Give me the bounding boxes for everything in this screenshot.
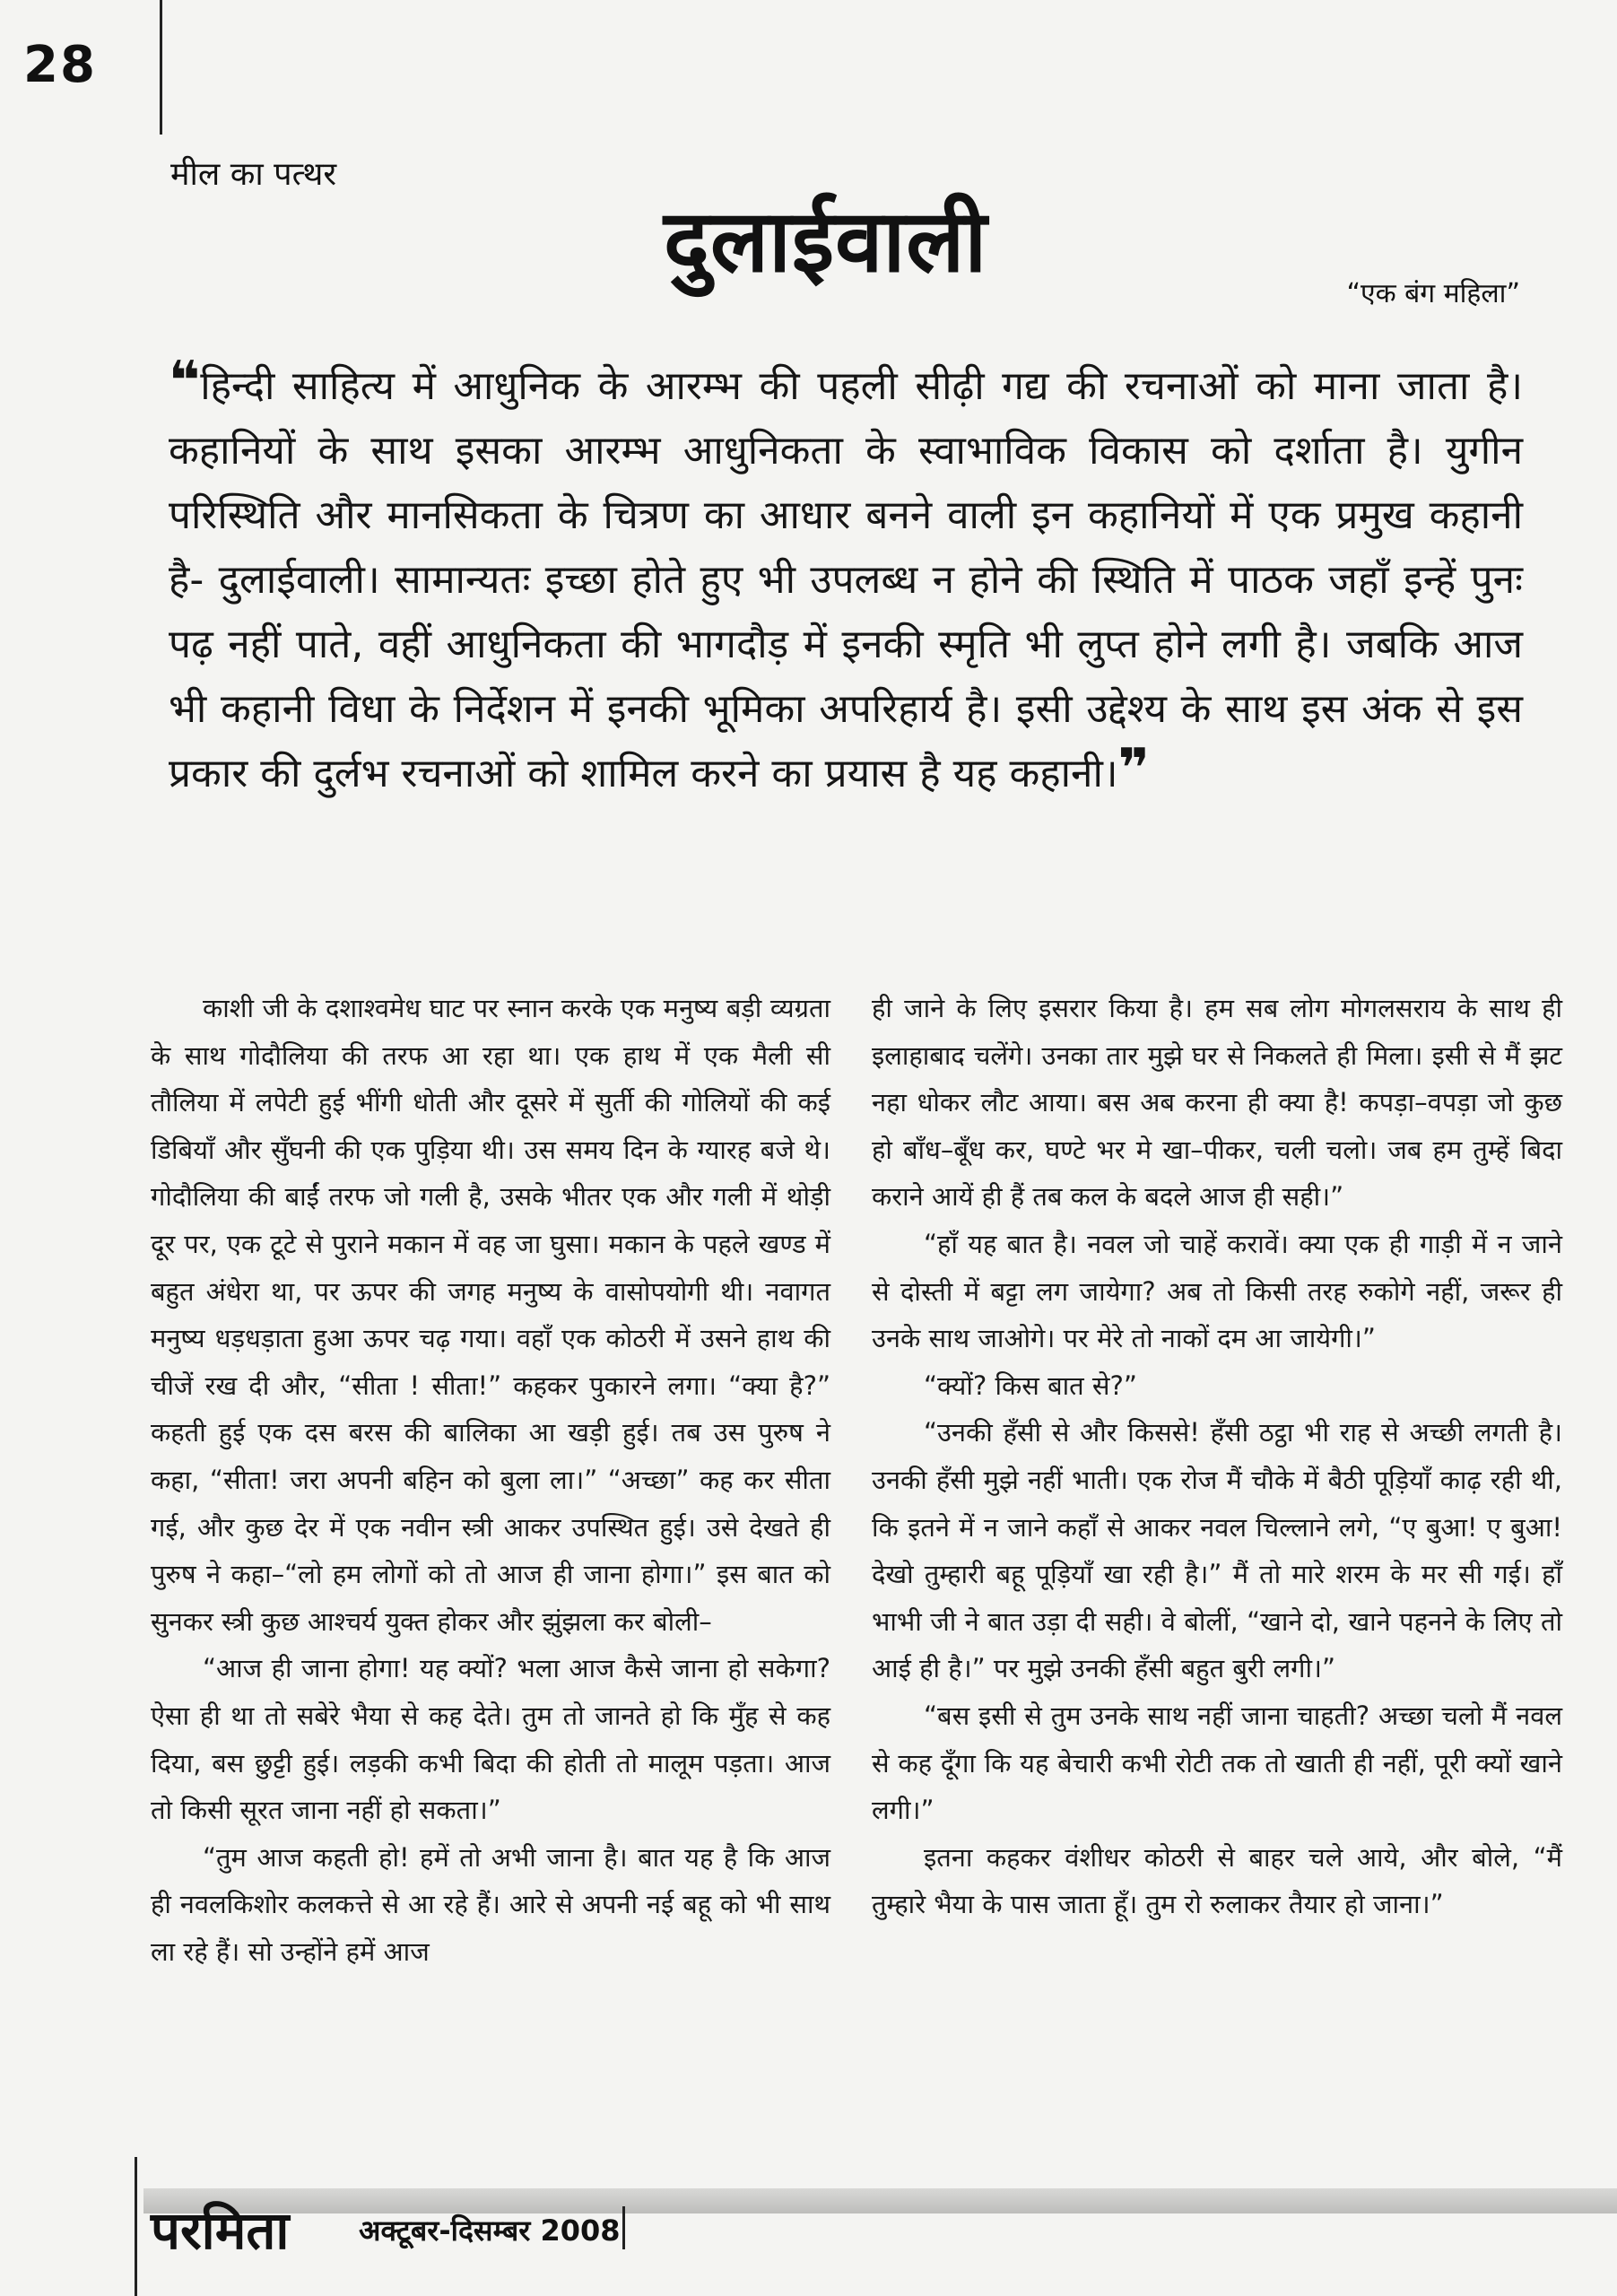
author-byline: “एक बंग महिला” [1346,278,1520,309]
article-title: दुलाईवाली [664,191,988,291]
paragraph: ही जाने के लिए इसरार किया है। हम सब लोग मोगलसराय के साथ ही इलाहाबाद चलेंगे। उनका तार मुझे घर से निकलते ही मिला। इसी से मैं झट नहा धोकर लौट आया। बस अब करना ही क्या है! कपड़ा–वपड़ा जो कुछ हो बाँध–बूँध कर, घण्टे भर मे खा–पीकर, चली चलो। जब हम तुम्हें बिदा कराने आयें ही हैं तब कल के बदले आज ही सही।” [872,993,1562,1213]
paragraph: “उनकी हँसी से और किससे! हँसी ठट्ठा भी राह से अच्छी लगती है। उनकी हँसी मुझे नहीं भाती। एक रोज मैं चौके में बैठी पूड़ियाँ काढ़ रही थी, कि इतने में न जाने कहाँ से आकर नवल चिल्लाने लगे, “ए बुआ! ए बुआ! देखो तुम्हारी बहू पूड़ियाँ खा रही है।” मैं तो मारे शरम के मर सी गई। हाँ भाभी जी ने बात उड़ा दी सही। वे बोलीं, “खाने दो, खाने पहनने के लिए तो आई ही है।” पर मुझे उनकी हँसी बहुत बुरी लगी।” [872,1417,1562,1684]
open-quote-icon: ❝ [169,350,201,413]
paragraph: “हाँ यह बात है। नवल जो चाहें करावें। क्या एक ही गाड़ी में न जाने से दोस्ती में बट्टा लग जायेगा? अब तो किसी तरह रुकोगे नहीं, जरूर ही उनके साथ जाओगे। पर मेरे तो नाकों दम आ जायेगी।” [872,1228,1562,1354]
footer-band [143,2188,1617,2213]
paragraph: “क्यों? किस बात से?” [924,1370,1137,1401]
top-divider [160,0,162,135]
paragraph: इतना कहकर वंशीधर कोठरी से बाहर चले आये, और बोले, “मैं तुम्हारे भैया के पास जाता हूँ। तुम रो रुलाकर तैयार हो जाना।” [872,1841,1562,1920]
issue-date: अक्टूबर-दिसम्बर 2008 [359,2213,621,2248]
close-quote-icon: ❞ [1117,737,1150,800]
page-number: 28 [23,36,97,94]
intro-quote [169,350,1523,806]
paragraph: “तुम आज कहती हो! हमें तो अभी जाना है। बात यह है कि आज ही नवलकिशोर कलकत्ते से आ रहे हैं। आरे से अपनी नई बहू को भी साथ ला रहे हैं। सो उन्होंने हमें आज [151,1841,830,1967]
paragraph: “आज ही जाना होगा! यह क्यों? भला आज कैसे जाना हो सकेगा? ऐसा ही था तो सबेरे भैया से कह देते। तुम तो जानते हो कि मुँह से कह दिया, बस छुट्टी हुई। लड़की कभी बिदा की होती तो मालूम पड़ता। आज तो किसी सूरत जाना नहीं हो सकता।” [151,1653,830,1826]
footer-divider [135,2157,137,2296]
intro-text: हिन्दी साहित्य में आधुनिक के आरम्भ की पहली सीढ़ी गद्य की रचनाओं को माना जाता है। कहानियों के साथ इसका आरम्भ आधुनिकता के स्वाभाविक विकास को दर्शाता है। युगीन परिस्थिति और मानसिकता के चित्रण का आधार बनने वाली इन कहानियों में एक प्रमुख कहानी है- दुलाईवाली। सामान्यतः इच्छा होते हुए भी उपलब्ध न होने की स्थिति में पाठक जहाँ इन्हें पुनः पढ़ नहीं पाते, वहीं आधुनिकता की भागदौड़ में इनकी स्मृति भी लुप्त होने लगी है। जबकि आज भी कहानी विधा के निर्देशन में इनकी भूमिका अपरिहार्य है। इसी उद्देश्य के साथ इस अंक से इस प्रकार की दुर्लभ रचनाओं को शामिल करने का प्रयास है यह कहानी। [169,363,1523,796]
left-column [151,985,830,1975]
section-label: मील का पत्थर [170,156,337,193]
right-column [872,985,1562,1928]
paragraph: “बस इसी से तुम उनके साथ नहीं जाना चाहती? अच्छा चलो मैं नवल से कह दूँगा कि यह बेचारी कभी रोटी तक तो खाती ही नहीं, पूरी क्यों खाने लगी।” [872,1700,1562,1826]
issue-divider [622,2206,625,2249]
paragraph: काशी जी के दशाश्वमेध घाट पर स्नान करके एक मनुष्य बड़ी व्यग्रता के साथ गोदौलिया की तरफ आ रहा था। एक हाथ में एक मैली सी तौलिया में लपेटी हुई भींगी धोती और दूसरे में सुर्ती की गोलियों की कई डिबियाँ और सुँघनी की एक पुड़िया थी। उस समय दिन के ग्यारह बजे थे। गोदौलिया की बाईं तरफ जो गली है, उसके भीतर एक और गली में थोड़ी दूर पर, एक टूटे से पुराने मकान में वह जा घुसा। मकान के पहले खण्ड में बहुत अंधेरा था, पर ऊपर की जगह मनुष्य के वासोपयोगी थी। नवागत मनुष्य धड़धड़ाता हुआ ऊपर चढ़ गया। वहाँ एक कोठरी में उसने हाथ की चीजें रख दी और, “सीता ! सीता!” कहकर पुकारने लगा। “क्या है?” कहती हुई एक दस बरस की बालिका आ खड़ी हुई। तब उस पुरुष ने कहा, “सीता! जरा अपनी बहिन को बुला ला।” “अच्छा” कह कर सीता गई, और कुछ देर में एक नवीन स्त्री आकर उपस्थित हुई। उसे देखते ही पुरुष ने कहा–“लो हम लोगों को तो आज ही जाना होगा।” इस बात को सुनकर स्त्री कुछ आश्चर्य युक्त होकर और झुंझला कर बोली– [151,993,830,1637]
magazine-name: परमिता [151,2200,290,2261]
